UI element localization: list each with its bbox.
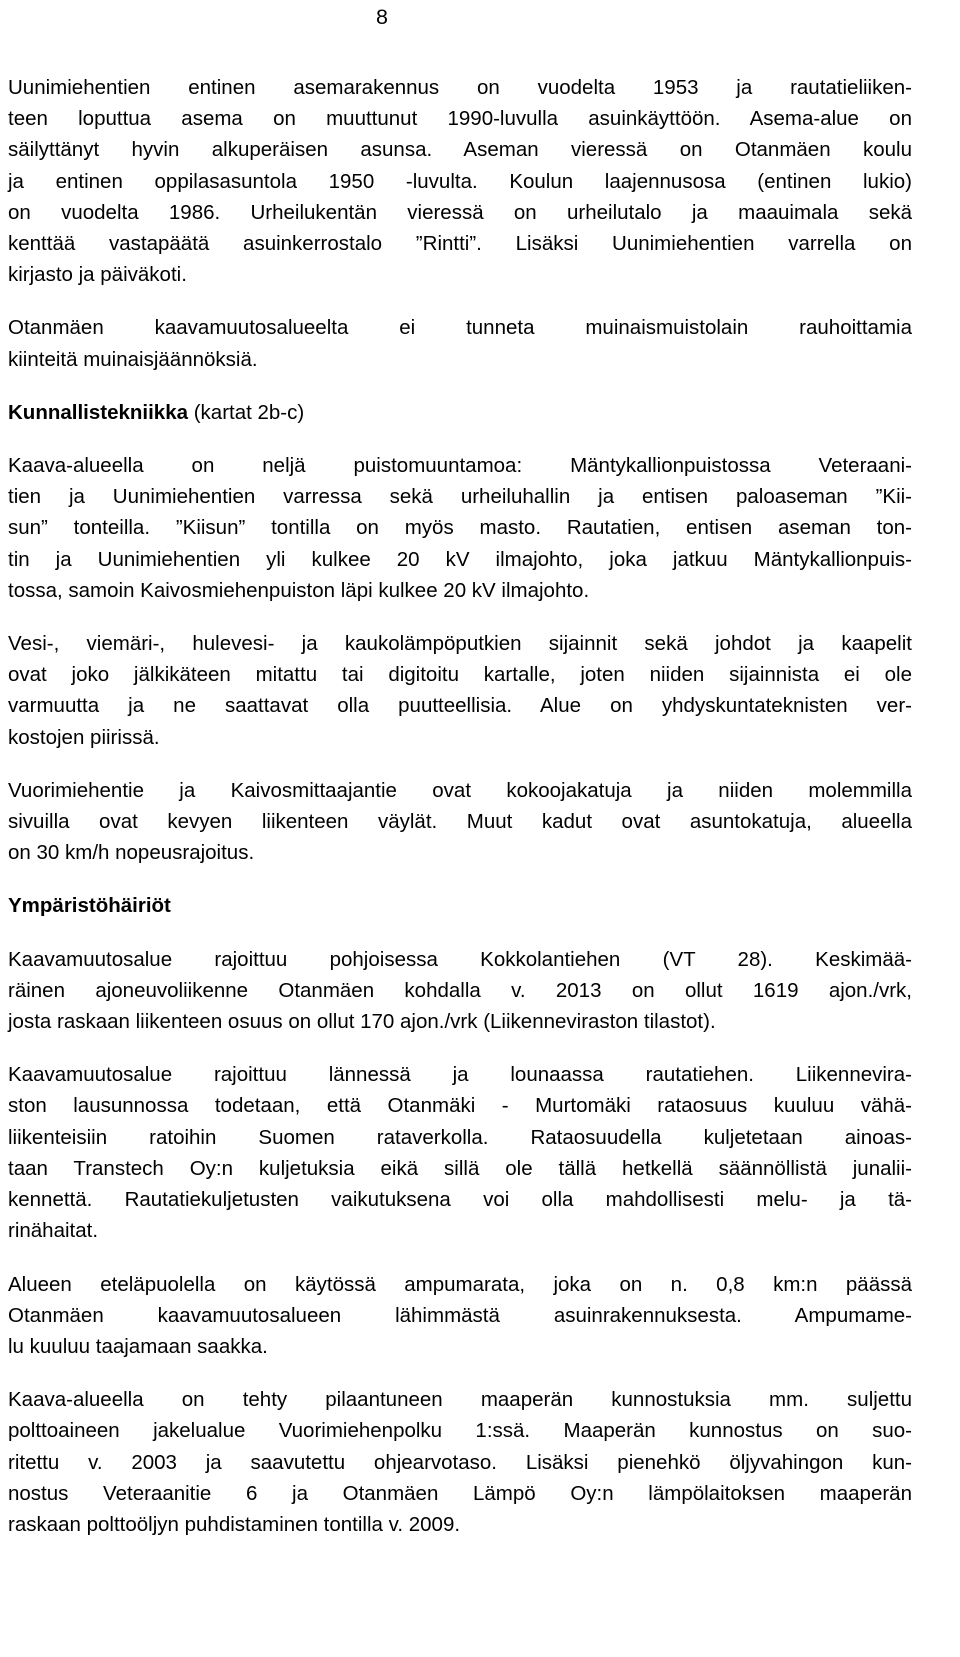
paragraph-rautatieliikenne	[8, 1059, 912, 1246]
page-number: 8	[376, 5, 388, 29]
text-line: ja entinen oppilasasuntola 1950 -luvulta. Koulun laajennusosa (entinen lukio)	[8, 169, 912, 193]
text-line: tossa, samoin Kaivosmiehenpuiston läpi kulkee 20 kV ilmajohto.	[8, 578, 590, 602]
text-line: tien ja Uunimiehentien varressa sekä urheiluhallin ja entisen paloaseman ”Kii-	[8, 485, 912, 509]
text-line: kiinteitä muinaisjäännöksiä.	[8, 347, 258, 371]
paragraph-kadut	[8, 775, 912, 869]
text-line: liikenteisiin ratoihin Suomen rataverkolla. Rataosuudella kuljetetaan ainoas-	[8, 1125, 912, 1149]
text-line: rinähaitat.	[8, 1219, 99, 1243]
document-body	[8, 72, 912, 1540]
text-line: on vuodelta 1986. Urheilukentän vieressä on urheilutalo ja maauimala sekä	[8, 200, 912, 224]
text-line: Kaava-alueella on neljä puistomuuntamoa: Mäntykallionpuistossa Veteraani-	[8, 454, 912, 478]
text-line: Vuorimiehentie ja Kaivosmittaajantie ovat kokoojakatuja ja niiden molemmilla	[8, 778, 912, 802]
text-line: Kaavamuutosalue rajoittuu pohjoisessa Kokkolantiehen (VT 28). Keskimää-	[8, 947, 912, 971]
text-line: kenttää vastapäätä asuinkerrostalo ”Rintti”. Lisäksi Uunimiehentien varrella on	[8, 232, 912, 256]
text-line: josta raskaan liikenteen osuus on ollut 170 ajon./vrk (Liikenneviraston tilastot).	[8, 1010, 716, 1034]
text-line: nostus Veteraanitie 6 ja Otanmäen Lämpö Oy:n lämpölaitoksen maaperän	[8, 1481, 912, 1505]
text-line: teen loputtua asema on muuttunut 1990-luvulla asuinkäyttöön. Asema-alue on	[8, 107, 912, 131]
text-line: ritettu v. 2003 ja saavutettu ohjearvotaso. Lisäksi pienehkö öljyvahingon kun-	[8, 1450, 912, 1474]
text-line: Vesi-, viemäri-, hulevesi- ja kaukolämpöputkien sijainnit sekä johdot ja kaapelit	[8, 632, 912, 656]
text-line: ston lausunnossa todetaan, että Otanmäki - Murtomäki rataosuus kuuluu vähä-	[8, 1094, 912, 1118]
text-line: Alueen eteläpuolella on käytössä ampumarata, joka on n. 0,8 km:n päässä	[8, 1272, 912, 1296]
text-line: tin ja Uunimiehentien yli kulkee 20 kV ilmajohto, joka jatkuu Mäntykallionpuis-	[8, 547, 912, 571]
text-line: varmuutta ja ne saattavat olla puutteellisia. Alue on yhdyskuntateknisten ver-	[8, 694, 912, 718]
heading-kunnallistekniikka: Kunnallistekniikka	[8, 400, 189, 424]
heading-suffix: (kartat 2b-c)	[188, 400, 305, 424]
heading-ymparistohairiot: Ympäristöhäiriöt	[8, 894, 171, 918]
paragraph-putket	[8, 628, 912, 753]
text-line: sivuilla ovat kevyen liikenteen väylät. Muut kadut ovat asuntokatuja, alueella	[8, 810, 912, 834]
text-line: Otanmäen kaavamuutosalueen lähimmästä asuinrakennuksesta. Ampumame-	[8, 1303, 912, 1327]
paragraph-maaperä	[8, 1384, 912, 1540]
text-line: Kaavamuutosalue rajoittuu lännessä ja lounaassa rautatiehen. Liikennevira-	[8, 1063, 912, 1087]
text-line: on 30 km/h nopeusrajoitus.	[8, 841, 255, 865]
text-line: kirjasto ja päiväkoti.	[8, 263, 187, 287]
text-line: Kaava-alueella on tehty pilaantuneen maaperän kunnostuksia mm. suljettu	[8, 1388, 912, 1412]
text-line: räinen ajoneuvoliikenne Otanmäen kohdalla v. 2013 on ollut 1619 ajon./vrk,	[8, 978, 912, 1002]
text-line: Uunimiehentien entinen asemarakennus on vuodelta 1953 ja rautatieliiken-	[8, 76, 912, 99]
section-heading-kunnallistekniikka	[8, 397, 912, 428]
paragraph-muuntamot	[8, 450, 912, 606]
text-line: sun” tonteilla. ”Kiisun” tontilla on myös masto. Rautatien, entisen aseman ton-	[8, 516, 912, 540]
text-line: polttoaineen jakelualue Vuorimiehenpolku 1:ssä. Maaperän kunnostus on suo-	[8, 1419, 912, 1443]
text-line: kennettä. Rautatiekuljetusten vaikutuksena voi olla mahdollisesti melu- ja tä-	[8, 1188, 912, 1212]
text-line: taan Transtech Oy:n kuljetuksia eikä sillä ole tällä hetkellä säännöllistä junalii-	[8, 1156, 912, 1180]
text-line: Otanmäen kaavamuutosalueelta ei tunneta muinaismuistolain rauhoittamia	[8, 316, 912, 340]
text-line: ovat joko jälkikäteen mitattu tai digitoitu kartalle, joten niiden sijainnista ei ole	[8, 663, 912, 687]
paragraph-rautatie	[8, 72, 912, 290]
text-line: säilyttänyt hyvin alkuperäisen asunsa. Aseman vieressä on Otanmäen koulu	[8, 138, 912, 162]
paragraph-ampumarata	[8, 1269, 912, 1363]
text-line: kostojen piirissä.	[8, 725, 160, 749]
paragraph-muinaisjaannokset	[8, 312, 912, 374]
paragraph-liikenne	[8, 944, 912, 1038]
text-line: lu kuuluu taajamaan saakka.	[8, 1334, 268, 1358]
text-line: raskaan polttoöljyn puhdistaminen tontilla v. 2009.	[8, 1512, 461, 1536]
